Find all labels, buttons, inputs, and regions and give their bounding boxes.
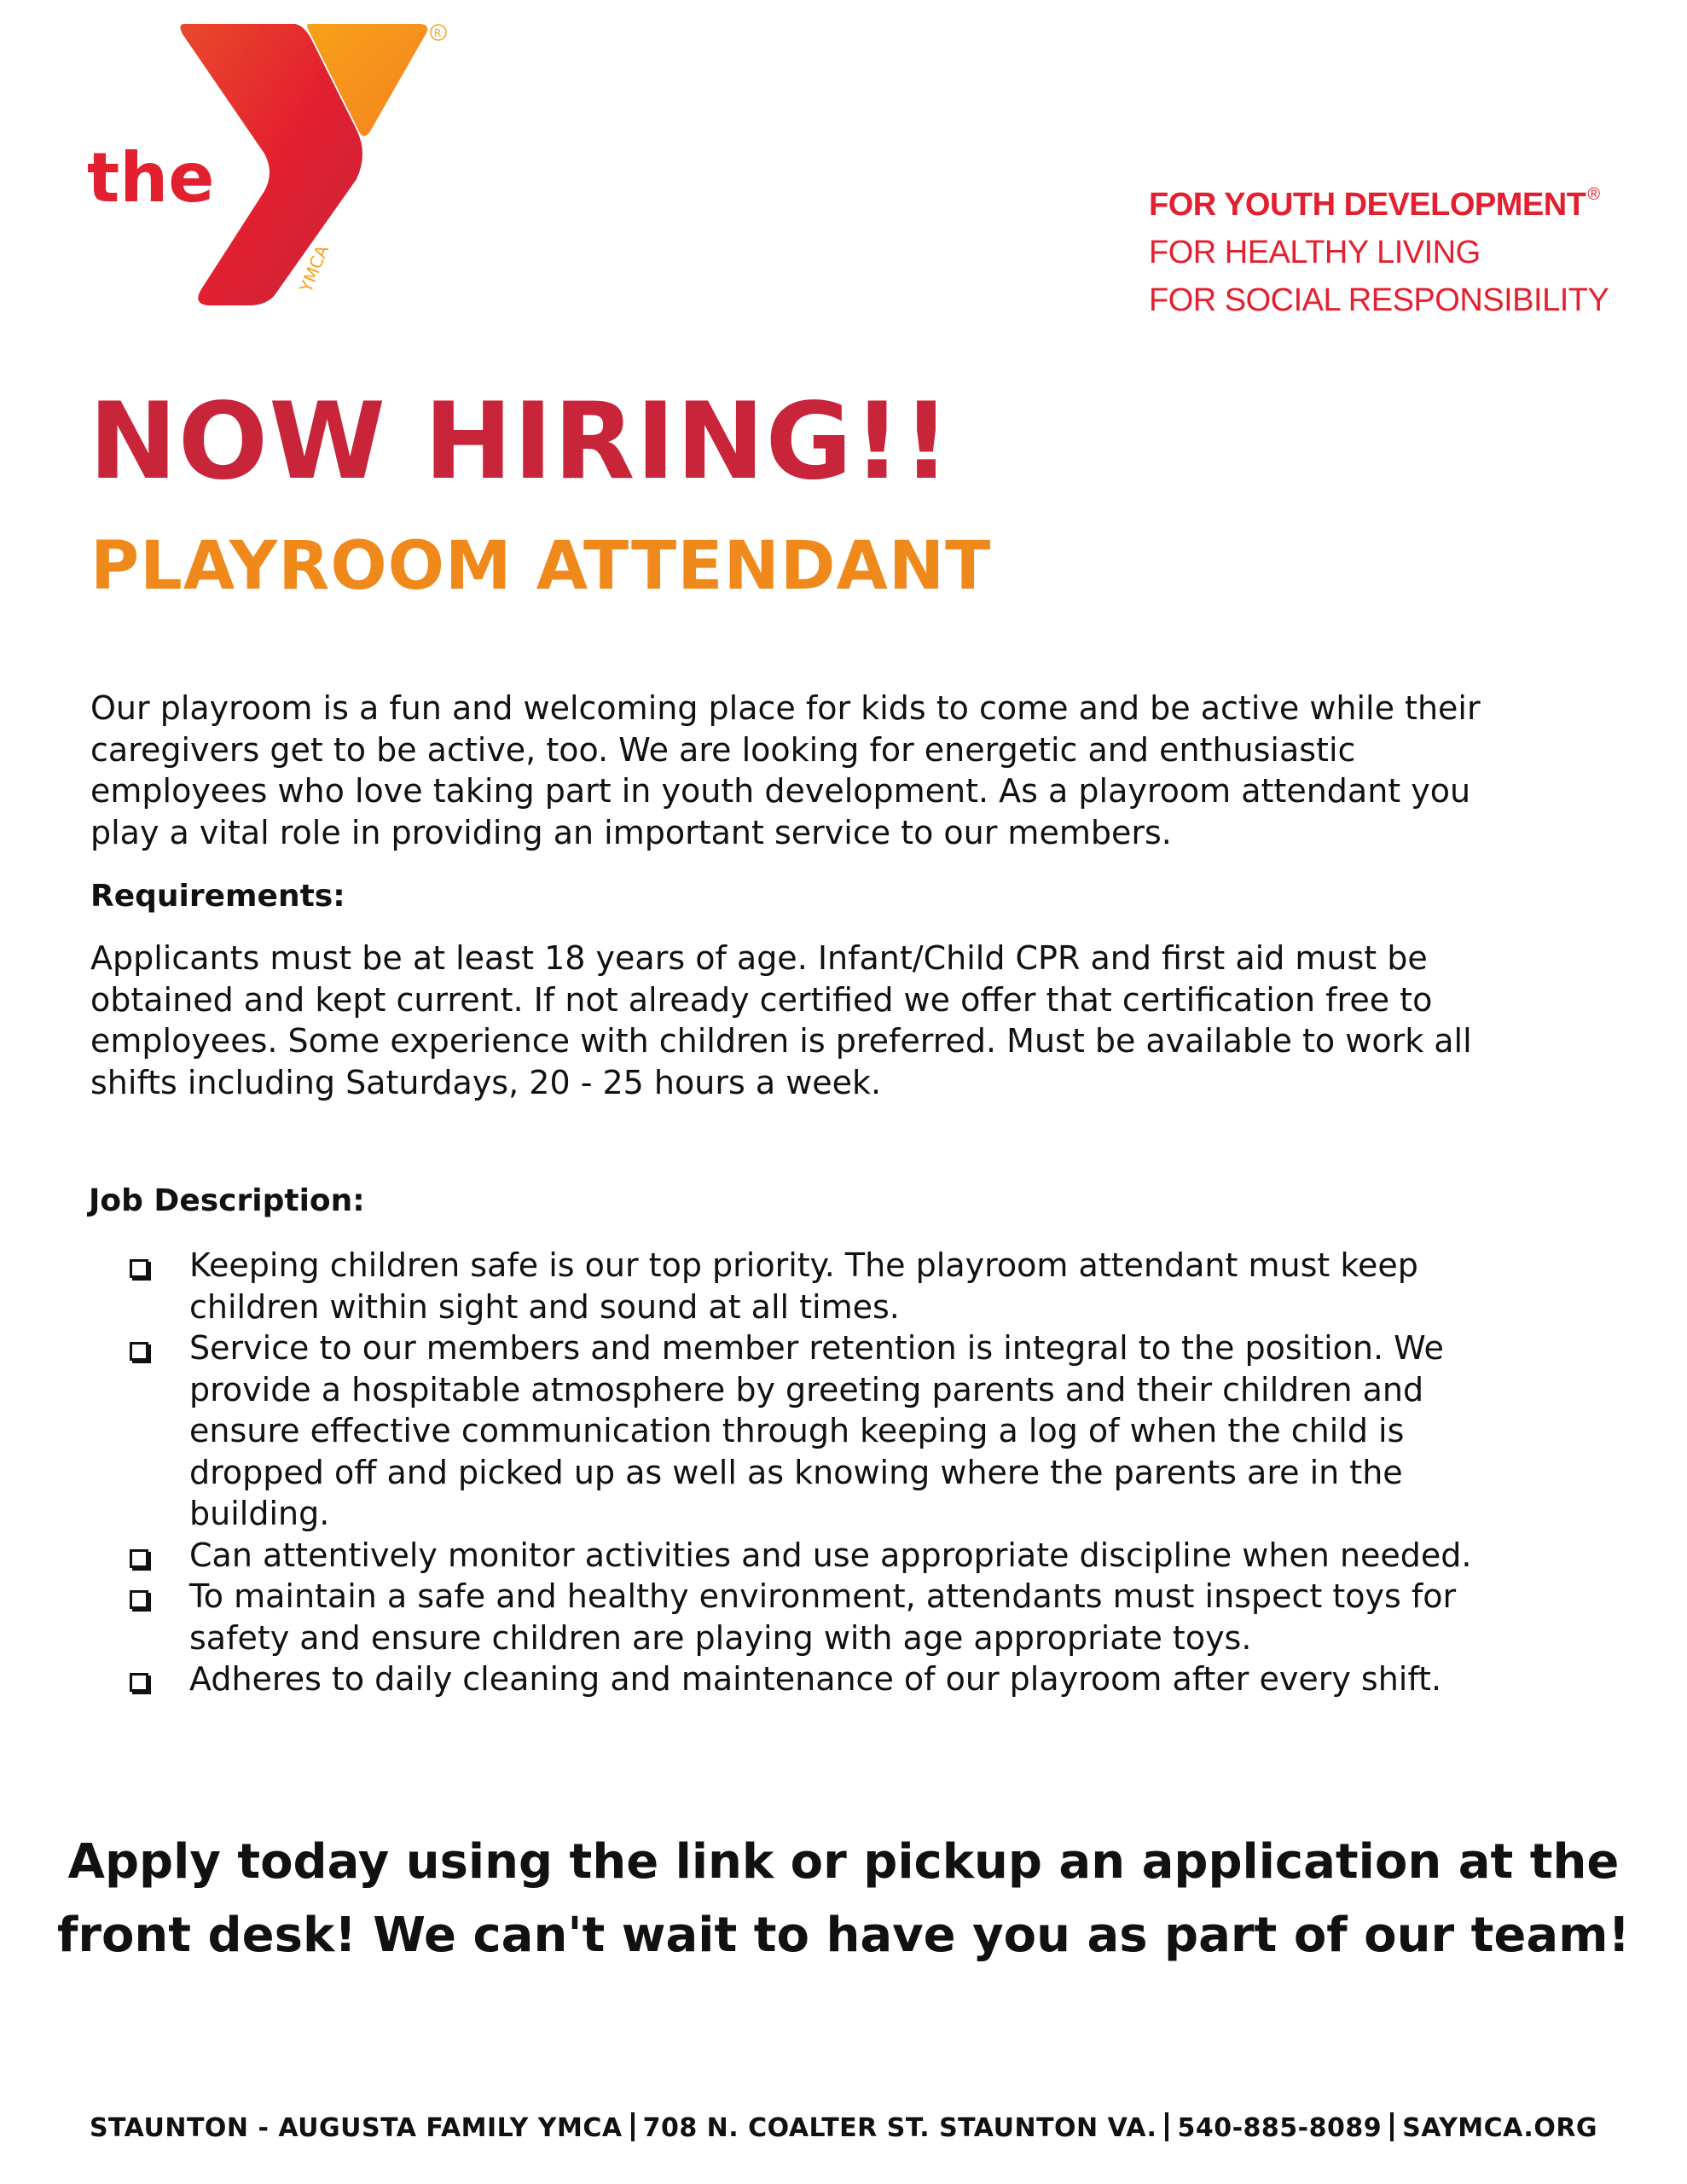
position-title: PLAYROOM ATTENDANT [90, 528, 992, 605]
list-item [126, 1327, 1627, 1535]
list-item-line: Can attentively monitor activities and use appropriate discipline when needed. [189, 1536, 1472, 1574]
list-item-line: building. [189, 1495, 330, 1532]
intro-paragraph [90, 688, 1609, 853]
cta-line: Apply today using the link or pickup an application at the [67, 1834, 1620, 1890]
checkbox-square-icon [130, 1590, 148, 1609]
checkbox-square-icon [130, 1259, 148, 1278]
footer-org-name: STAUNTON - AUGUSTA FAMILY YMCA [89, 2113, 623, 2143]
requirements-line: Applicants must be at least 18 years of age. Infant/Child CPR and first aid must be [90, 939, 1428, 977]
list-item-line: Service to our members and member retention is integral to the position. We [189, 1329, 1444, 1367]
logo-registered-letter: R [434, 27, 442, 39]
footer-address: 708 N. COALTER ST. STAUNTON VA. [642, 2113, 1157, 2143]
headline: NOW HIRING!! [89, 380, 952, 503]
list-item [126, 1576, 1627, 1658]
footer-divider [1165, 2112, 1168, 2141]
requirements-line: shifts including Saturdays, 20 - 25 hours a week. [90, 1063, 882, 1101]
footer-divider [1390, 2112, 1394, 2141]
list-item [126, 1535, 1627, 1577]
list-item-line: Keeping children safe is our top priority. The playroom attendant must keep [189, 1246, 1418, 1284]
intro-line: Our playroom is a fun and welcoming place for kids to come and be active while their [90, 689, 1481, 727]
list-item-line: safety and ensure children are playing with age appropriate toys. [189, 1618, 1252, 1657]
footer-divider [631, 2112, 635, 2141]
tagline-youth [1149, 171, 1609, 229]
logo-ymca-tag: YMCA [295, 241, 333, 295]
intro-line: employees who love taking part in youth development. As a playroom attendant you [90, 772, 1471, 810]
logo-word-the: the [87, 138, 215, 218]
list-item-line: To maintain a safe and healthy environment, attendants must inspect toys for [189, 1577, 1457, 1615]
job-description-list [126, 1245, 1627, 1700]
intro-line: caregivers get to be active, too. We are looking for energetic and enthusiastic [90, 730, 1356, 769]
list-item [126, 1245, 1627, 1327]
footer-phone: 540-885-8089 [1177, 2113, 1383, 2143]
checkbox-square-icon [130, 1342, 148, 1361]
list-item-line: ensure effective communication through keeping a log of when the child is [189, 1412, 1405, 1449]
registered-mark: ® [1587, 185, 1600, 204]
checkbox-square-icon [130, 1549, 148, 1568]
list-item [126, 1658, 1627, 1700]
requirements-line: obtained and kept current. If not already certified we offer that certification free to [90, 980, 1433, 1019]
footer-website: SAYMCA.ORG [1402, 2113, 1598, 2143]
intro-line: play a vital role in providing an important service to our members. [90, 813, 1172, 851]
requirements-paragraph [90, 938, 1609, 1103]
tagline-line-2: FOR HEALTHY LIVING [1149, 235, 1481, 270]
requirements-title: Requirements: [90, 879, 345, 914]
requirements-line: employees. Some experience with children is preferred. Must be available to work all [90, 1022, 1472, 1060]
tagline [1149, 171, 1609, 324]
tagline-line-3: FOR SOCIAL RESPONSIBILITY [1149, 282, 1609, 318]
list-item-line: children within sight and sound at all times. [189, 1287, 900, 1326]
ymca-logo [82, 20, 457, 311]
list-item-line: Adheres to daily cleaning and maintenance of our playroom after every shift. [189, 1660, 1442, 1698]
job-description-title: Job Description: [89, 1183, 365, 1218]
cta-line: front desk! We can't wait to have you as part of our team! [56, 1908, 1631, 1963]
footer-contact [0, 2112, 1687, 2143]
call-to-action [0, 1826, 1687, 1972]
ymca-y-logo-icon [82, 20, 457, 311]
list-item-line: provide a hospitable atmosphere by greeting parents and their children and [189, 1370, 1424, 1409]
tagline-line-1: FOR YOUTH DEVELOPMENT [1149, 187, 1586, 223]
checkbox-square-icon [130, 1673, 148, 1692]
list-item-line: dropped off and picked up as well as knowing where the parents are in the [189, 1453, 1403, 1491]
